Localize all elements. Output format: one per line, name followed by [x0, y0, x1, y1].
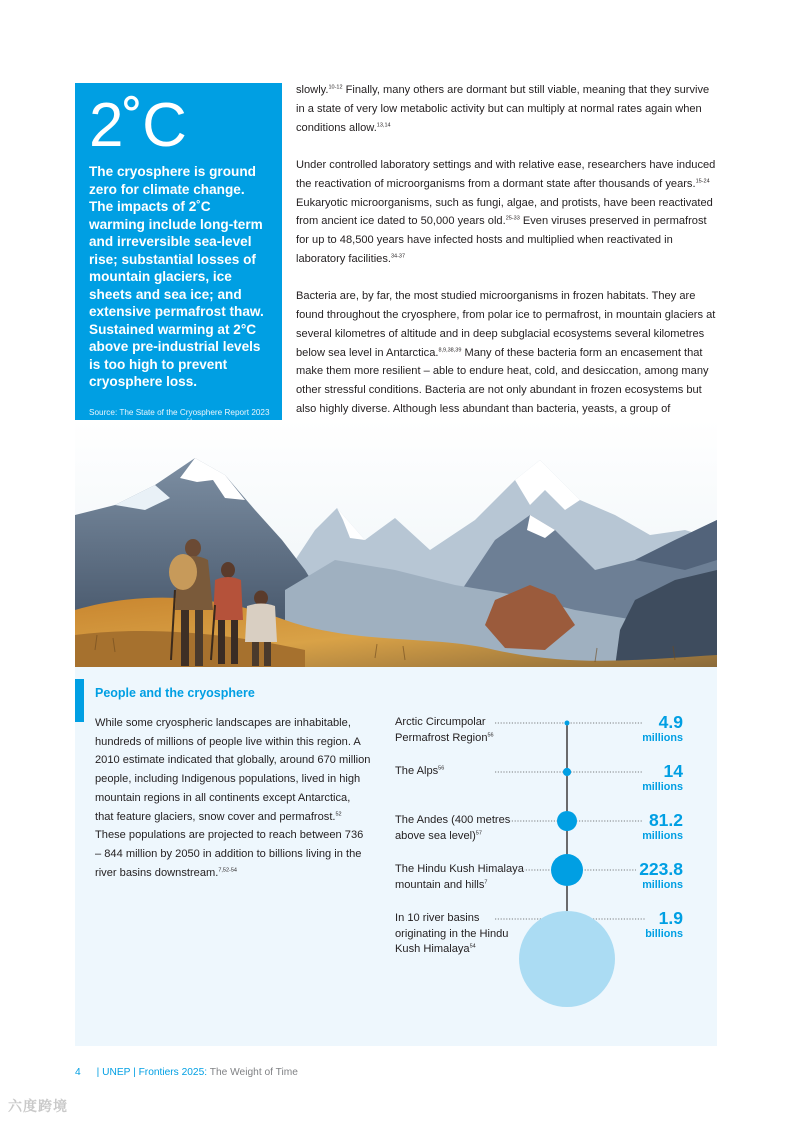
chart-row-ref: 56 [438, 765, 445, 772]
chart-value-unit: millions [642, 732, 683, 744]
chart-row-value [642, 762, 683, 794]
population-bubble [557, 811, 577, 831]
p3-ref-a: 8,9,38,39 [438, 346, 462, 353]
mountain-illustration-svg [75, 420, 717, 667]
population-bubble [565, 721, 570, 726]
chart-row-value [642, 713, 683, 745]
population-bubble [563, 768, 571, 776]
chart-row-value [645, 909, 683, 941]
p1-ref-a: 10-12 [328, 84, 343, 91]
chart-row-ref: 54 [469, 943, 476, 950]
p2-ref-a: 15-24 [695, 178, 710, 185]
chart-value-number: 1.9 [645, 909, 683, 928]
chart-value-number: 4.9 [642, 713, 683, 732]
chart-row-label-text: Arctic Circumpolar Permafrost Region$^{56}$ [395, 716, 494, 744]
body-paragraph-1 [296, 81, 720, 137]
watermark-logo: 六度跨境 [8, 1098, 68, 1114]
page-footer [75, 1067, 298, 1078]
p2-text-c: Even viruses preserved in permafrost for up to 48,500 years have infected hosts and multiplied when reactivated in laboratory facilities. [296, 215, 707, 265]
people-cryosphere-panel [75, 667, 717, 1046]
chart-row-ref: 7 [484, 878, 488, 885]
chart-row-label-text: In 10 river basins originating in the Hindu Kush Himalaya$^{54}$ [395, 912, 509, 955]
footer-title: The Weight of Time [207, 1067, 298, 1078]
chart-value-number: 81.2 [642, 811, 683, 830]
panel-ref-a: 52 [335, 810, 342, 817]
p3-text-a: Bacteria are, by far, the most studied microorganisms in frozen habitats. They are found throughout the cryosphere, from polar ice to permafrost, in mountain glaciers at several kilometres of altitude and in deep subglacial ecosystems several kilometres below sea level in Antarctica. [296, 290, 716, 359]
chart-row-ref: 56 [487, 731, 494, 738]
chart-row-label-text: The Hindu Kush Himalaya mountain and hills$^7$ [395, 863, 524, 891]
callout-source-text: Source: The State of the Cryosphere Report 2023 [89, 407, 270, 417]
p2-text-b: Eukaryotic microorganisms, such as fungi, algae, and protists, have been reactivated from ancient ice dated to 50,000 years old. [296, 196, 713, 228]
chart-row-label [395, 911, 525, 958]
footer-brand: | UNEP | Frontiers 2025: [96, 1067, 208, 1078]
callout-lead-text: The cryosphere is ground zero for climate change. The impacts of 2˚C warming include long-term and irreversible sea-level rise; substantial losses of mountain glaciers, ice sheets and sea ice; and extensive permafrost thaw. Sustained warming at 2°C above pre-industrial levels is too high to prevent cryosphere loss. [89, 164, 264, 389]
chart-row-label [395, 862, 525, 893]
population-bubble [551, 854, 583, 886]
chart-value-unit: billions [645, 928, 683, 940]
panel-heading: People and the cryosphere [95, 686, 255, 700]
chart-value-number: 223.8 [636, 860, 683, 879]
chart-row-label [395, 715, 525, 746]
chart-value-unit: millions [642, 879, 683, 891]
panel-ref-b: 7,52-54 [218, 866, 237, 873]
p3-text-b: Many of these bacteria form an encasement that make them more resilient – able to endure heat, cold, and desiccation, among many other stressful conditions. Bacteria are not only abundant in frozen ecosystems but also highly diverse. Although less abundant than bacteria, yeasts, a group of [296, 346, 709, 415]
population-chart [75, 667, 717, 1046]
population-bubble [519, 911, 615, 1007]
p2-text-a: Under controlled laboratory settings and with relative ease, researchers have induced the reactivation of microorganisms from a dormant state after thousands of years. [296, 159, 716, 190]
chart-value-unit: millions [642, 781, 683, 793]
panel-text-b: These populations are projected to reach between 736 – 844 million by 2050 in addition to billions living in the river basins downstream. [95, 829, 364, 879]
mountain-illustration [75, 420, 717, 667]
p1-text-b: Finally, many others are dormant but still viable, meaning that they survive in a state of very low metabolic activity but can multiply at normal rates again when conditions allow. [296, 84, 710, 134]
chart-row-label [395, 813, 525, 844]
chart-row-value [642, 811, 683, 843]
chart-row-label-text: The Alps$^{56}$ [395, 765, 445, 777]
chart-value-number: 14 [642, 762, 683, 781]
p2-ref-b: 25-33 [505, 215, 520, 222]
chart-row-label-text: The Andes (400 metres above sea level)$^{57}$ [395, 814, 511, 842]
p2-ref-c: 34-37 [390, 253, 406, 260]
body-paragraph-3 [296, 287, 720, 437]
panel-text-a: While some cryospheric landscapes are inhabitable, hundreds of millions of people live within this region. A 2010 estimate indicated that globally, around 670 million people, including Indigenous populations, lived in high mountain regions in all continents except Antarctica, that feature glaciers, snow cover and permafrost. [95, 717, 371, 823]
chart-row-ref: 57 [475, 829, 482, 836]
chart-row-label [395, 764, 525, 780]
chart-value-unit: millions [642, 830, 683, 842]
p1-text-a: slowly. [296, 84, 329, 96]
p1-ref-b: 13,14 [376, 121, 391, 128]
page-number: 4 [75, 1067, 81, 1078]
body-column [296, 81, 720, 456]
chart-row-value [636, 860, 683, 892]
body-paragraph-2 [296, 156, 720, 269]
callout-big-value: 2˚C [89, 91, 186, 160]
